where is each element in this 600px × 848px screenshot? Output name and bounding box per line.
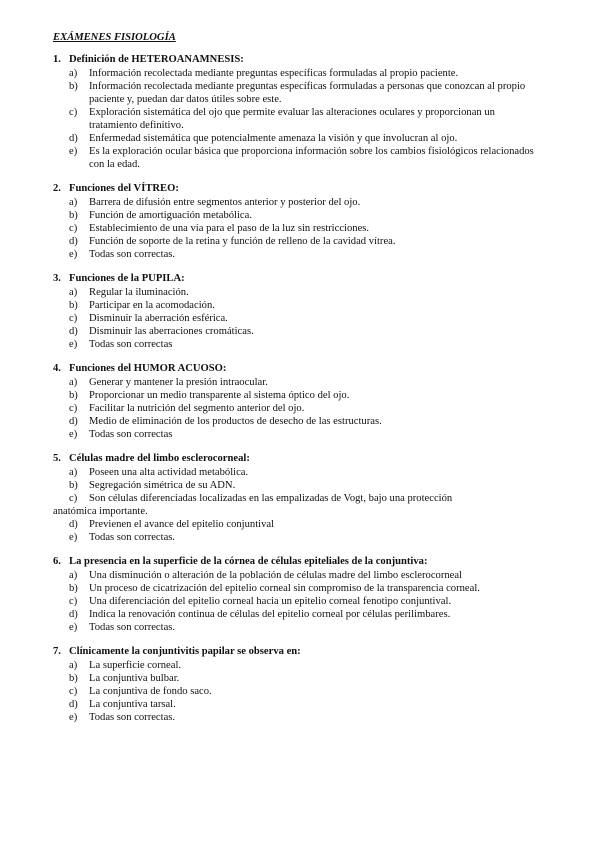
question-number: 5.: [53, 453, 61, 464]
question-1: [53, 53, 540, 171]
answer-option: [53, 80, 540, 106]
question-7: [53, 645, 540, 724]
option-letter: b): [69, 390, 78, 401]
answer-option: [53, 608, 540, 621]
answer-option: [53, 106, 540, 132]
option-text: La superficie corneal.: [89, 660, 182, 671]
option-letter: b): [69, 583, 78, 594]
option-letter: e): [69, 249, 78, 260]
option-text: Son células diferenciadas localizadas en las empalizadas de Vogt, bajo una protección: [89, 493, 453, 504]
answer-option: [53, 299, 540, 312]
option-letter: d): [69, 609, 78, 620]
option-text: Función de amortiguación metabólica.: [89, 210, 252, 221]
answer-option: [53, 248, 540, 261]
option-letter: e): [69, 622, 78, 633]
answer-option: [53, 428, 540, 441]
question-heading: [53, 645, 540, 658]
answer-option: [53, 595, 540, 608]
option-text: Regular la iluminación.: [89, 287, 189, 298]
option-text: Participar en la acomodación.: [89, 300, 215, 311]
option-text-continuation: anatómica importante.: [53, 506, 148, 517]
answer-option: [53, 415, 540, 428]
option-text: Medio de eliminación de los productos de desecho de las estructuras.: [89, 416, 382, 427]
option-letter: d): [69, 236, 78, 247]
answer-option: [53, 338, 540, 351]
question-heading: [53, 555, 540, 568]
option-text: Barrera de difusión entre segmentos anterior y posterior del ojo.: [89, 197, 361, 208]
option-letter: c): [69, 686, 78, 697]
option-text: Exploración sistemática del ojo que permite evaluar las alteraciones oculares y proporcionan un tratamiento definitivo.: [89, 107, 495, 131]
option-letter: e): [69, 429, 78, 440]
answer-option: [53, 621, 540, 634]
answer-option: [53, 286, 540, 299]
question-heading: [53, 452, 540, 465]
answer-option: [53, 312, 540, 325]
question-heading: [53, 182, 540, 195]
option-letter: c): [69, 403, 78, 414]
document-title: EXÁMENES FISIOLOGÍA: [53, 32, 176, 43]
option-letter: d): [69, 416, 78, 427]
option-letter: e): [69, 339, 78, 350]
option-text: Es la exploración ocular básica que proporciona información sobre los cambios fisiológicos relacionados con la edad.: [89, 146, 534, 170]
option-letter: c): [69, 107, 78, 118]
option-list: [53, 376, 540, 441]
question-text: La presencia en la superficie de la córnea de células epiteliales de la conjuntiva:: [69, 556, 428, 567]
answer-option: [53, 672, 540, 685]
option-list: [53, 466, 540, 544]
option-text: La conjuntiva tarsal.: [89, 699, 176, 710]
option-text: Disminuir las aberraciones cromáticas.: [89, 326, 254, 337]
question-heading: [53, 53, 540, 66]
option-letter: a): [69, 197, 78, 208]
question-number: 1.: [53, 54, 61, 65]
option-letter: e): [69, 146, 78, 157]
option-letter: c): [69, 493, 78, 504]
question-number: 3.: [53, 273, 61, 284]
answer-option: [53, 466, 540, 479]
answer-option: [53, 235, 540, 248]
answer-option: [53, 492, 540, 518]
question-text: Clínicamente la conjuntivitis papilar se observa en:: [69, 646, 301, 657]
option-letter: d): [69, 133, 78, 144]
option-letter: d): [69, 326, 78, 337]
question-number: 2.: [53, 183, 61, 194]
option-list: [53, 196, 540, 261]
option-text: Facilitar la nutrición del segmento anterior del ojo.: [89, 403, 305, 414]
option-letter: a): [69, 570, 78, 581]
option-letter: a): [69, 287, 78, 298]
question-text: Funciones de la PUPILA:: [69, 273, 185, 284]
option-list: [53, 659, 540, 724]
answer-option: [53, 376, 540, 389]
option-text: Información recolectada mediante preguntas específicas formuladas a personas que conozcan al propio paciente y, puedan dar datos útiles sobre este.: [89, 81, 526, 105]
answer-option: [53, 67, 540, 80]
option-letter: a): [69, 68, 78, 79]
question-heading: [53, 362, 540, 375]
option-text: Enfermedad sistemática que potencialmente amenaza la visión y que involucran al ojo.: [89, 133, 458, 144]
option-letter: c): [69, 596, 78, 607]
option-list: [53, 67, 540, 171]
question-heading: [53, 272, 540, 285]
option-letter: d): [69, 519, 78, 530]
answer-option: [53, 222, 540, 235]
answer-option: [53, 569, 540, 582]
option-letter: b): [69, 210, 78, 221]
option-text: Establecimiento de una vía para el paso de la luz sin restricciones.: [89, 223, 370, 234]
answer-option: [53, 325, 540, 338]
question-list: [53, 53, 540, 724]
option-text: Previenen el avance del epitelio conjuntival: [89, 519, 275, 530]
option-text: La conjuntiva de fondo saco.: [89, 686, 212, 697]
question-number: 6.: [53, 556, 61, 567]
answer-option: [53, 698, 540, 711]
option-text: Todas son correctas: [89, 429, 173, 440]
option-list: [53, 569, 540, 634]
answer-option: [53, 531, 540, 544]
option-letter: e): [69, 532, 78, 543]
answer-option: [53, 659, 540, 672]
question-number: 7.: [53, 646, 61, 657]
option-text: Todas son correctas: [89, 339, 173, 350]
option-text: Disminuir la aberración esférica.: [89, 313, 228, 324]
question-6: [53, 555, 540, 634]
option-text: Una disminución o alteración de la población de células madre del limbo esclerocorneal: [89, 570, 462, 581]
option-text: Todas son correctas.: [89, 712, 176, 723]
option-letter: b): [69, 300, 78, 311]
option-letter: a): [69, 467, 78, 478]
option-letter: a): [69, 377, 78, 388]
question-2: [53, 182, 540, 261]
option-text: Proporcionar un medio transparente al sistema óptico del ojo.: [89, 390, 350, 401]
answer-option: [53, 402, 540, 415]
answer-option: [53, 209, 540, 222]
answer-option: [53, 582, 540, 595]
question-text: Células madre del limbo esclerocorneal:: [69, 453, 250, 464]
answer-option: [53, 389, 540, 402]
option-text: La conjuntiva bulbar.: [89, 673, 180, 684]
question-number: 4.: [53, 363, 61, 374]
option-text: Un proceso de cicatrización del epitelio corneal sin compromiso de la transparencia corneal.: [89, 583, 480, 594]
answer-option: [53, 132, 540, 145]
option-letter: a): [69, 660, 78, 671]
option-text: Todas son correctas.: [89, 622, 176, 633]
option-letter: e): [69, 712, 78, 723]
option-letter: d): [69, 699, 78, 710]
option-text: Función de soporte de la retina y función de relleno de la cavidad vítrea.: [89, 236, 396, 247]
question-text: Definición de HETEROANAMNESIS:: [69, 54, 244, 65]
option-letter: c): [69, 313, 78, 324]
option-letter: b): [69, 81, 78, 92]
option-letter: b): [69, 480, 78, 491]
option-text: Indica la renovación continua de células del epitelio corneal por células perilimbares.: [89, 609, 451, 620]
option-letter: c): [69, 223, 78, 234]
option-text: Segregación simétrica de su ADN.: [89, 480, 236, 491]
answer-option: [53, 479, 540, 492]
answer-option: [53, 685, 540, 698]
question-4: [53, 362, 540, 441]
option-text: Información recolectada mediante preguntas específicas formuladas al propio paciente.: [89, 68, 459, 79]
answer-option: [53, 711, 540, 724]
option-list: [53, 286, 540, 351]
option-text: Todas son correctas.: [89, 249, 176, 260]
question-text: Funciones del HUMOR ACUOSO:: [69, 363, 227, 374]
option-text: Poseen una alta actividad metabólica.: [89, 467, 249, 478]
question-5: [53, 452, 540, 544]
answer-option: [53, 196, 540, 209]
answer-option: [53, 145, 540, 171]
option-text: Generar y mantener la presión intraocular.: [89, 377, 268, 388]
answer-option: [53, 518, 540, 531]
question-3: [53, 272, 540, 351]
question-text: Funciones del VÍTREO:: [69, 183, 179, 194]
option-text: Una diferenciación del epitelio corneal hacia un epitelio corneal fenotipo conjuntival.: [89, 596, 452, 607]
option-text: Todas son correctas.: [89, 532, 176, 543]
option-letter: b): [69, 673, 78, 684]
